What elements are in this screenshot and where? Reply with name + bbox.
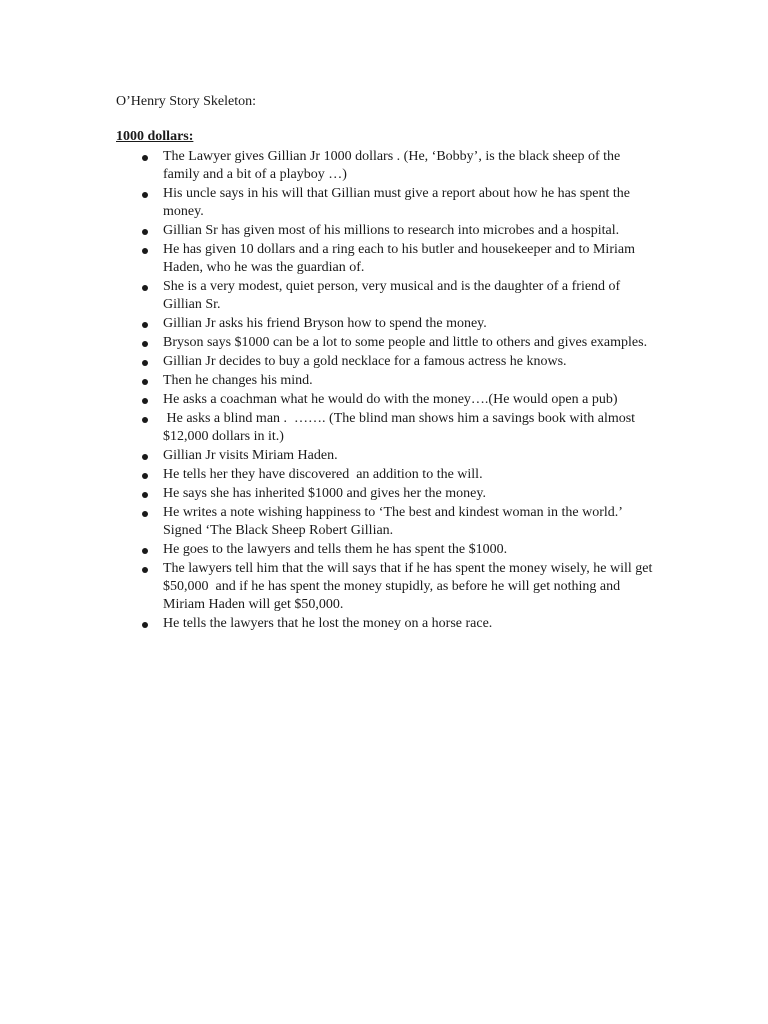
list-item-text: He has given 10 dollars and a ring each to his butler and housekeeper and to Miriam Haden, who he was the guardian of.	[163, 242, 639, 275]
bullet-icon	[142, 511, 148, 517]
list-item	[116, 278, 656, 314]
document-title: O’Henry Story Skeleton:	[116, 94, 256, 109]
list-item	[116, 353, 656, 371]
bullet-icon	[142, 622, 148, 628]
bullet-icon	[142, 379, 148, 385]
list-item-text: He says she has inherited $1000 and gives her the money.	[163, 486, 486, 501]
list-item-text: Gillian Sr has given most of his millions to research into microbes and a hospital.	[163, 223, 620, 238]
list-item-text: Gillian Jr asks his friend Bryson how to spend the money.	[163, 316, 487, 331]
bullet-icon	[142, 322, 148, 328]
bullet-icon	[142, 155, 148, 161]
list-item-text: The Lawyer gives Gillian Jr 1000 dollars . (He, ‘Bobby’, is the black sheep of the family and a bit of a playboy …)	[163, 149, 624, 182]
list-item	[116, 615, 656, 633]
list-item-text: She is a very modest, quiet person, very musical and is the daughter of a friend of Gillian Sr.	[163, 279, 624, 312]
bullet-icon	[142, 285, 148, 291]
list-item-text: He tells the lawyers that he lost the money on a horse race.	[163, 616, 493, 631]
section-heading: 1000 dollars:	[116, 129, 194, 144]
list-item-text: He asks a coachman what he would do with the money….(He would open a pub)	[163, 392, 618, 407]
list-item	[116, 504, 656, 540]
bullet-icon	[142, 341, 148, 347]
list-item	[116, 541, 656, 559]
bullet-icon	[142, 229, 148, 235]
list-item	[116, 485, 656, 503]
list-item-text: His uncle says in his will that Gillian must give a report about how he has spent the money.	[163, 186, 634, 219]
list-item-text: He goes to the lawyers and tells them he has spent the $1000.	[163, 542, 508, 557]
bullet-icon	[142, 492, 148, 498]
list-item	[116, 315, 656, 333]
list-item	[116, 148, 656, 184]
bullet-icon	[142, 548, 148, 554]
list-item-text: He tells her they have discovered an addition to the will.	[163, 467, 483, 482]
list-item-text: Bryson says $1000 can be a lot to some people and little to others and gives examples.	[163, 335, 648, 350]
list-item-text: He asks a blind man . ……. (The blind man shows him a savings book with almost $12,000 dollars in it.)	[163, 411, 639, 444]
list-item	[116, 372, 656, 390]
list-item	[116, 410, 656, 446]
list-item-text: Then he changes his mind.	[163, 373, 313, 388]
list-item	[116, 560, 656, 614]
list-item	[116, 185, 656, 221]
list-item-text: Gillian Jr visits Miriam Haden.	[163, 448, 338, 463]
bullet-icon	[142, 248, 148, 254]
list-item	[116, 222, 656, 240]
list-item-text: Gillian Jr decides to buy a gold necklace for a famous actress he knows.	[163, 354, 567, 369]
list-item	[116, 391, 656, 409]
bullet-icon	[142, 454, 148, 460]
bullet-icon	[142, 192, 148, 198]
bullet-icon	[142, 360, 148, 366]
list-item-text: He writes a note wishing happiness to ‘The best and kindest woman in the world.’ Signed ‘The Black Sheep Robert Gillian.	[163, 505, 626, 538]
list-item	[116, 241, 656, 277]
list-item-text: The lawyers tell him that the will says that if he has spent the money wisely, he will get $50,000 and if he has spent the money stupidly, as before he will get nothing and Miriam Haden will get $50,000.	[163, 561, 656, 612]
bullet-icon	[142, 567, 148, 573]
bullet-icon	[142, 417, 148, 423]
bullet-icon	[142, 398, 148, 404]
bullet-list	[116, 148, 656, 634]
list-item	[116, 334, 656, 352]
bullet-icon	[142, 473, 148, 479]
list-item	[116, 447, 656, 465]
list-item	[116, 466, 656, 484]
